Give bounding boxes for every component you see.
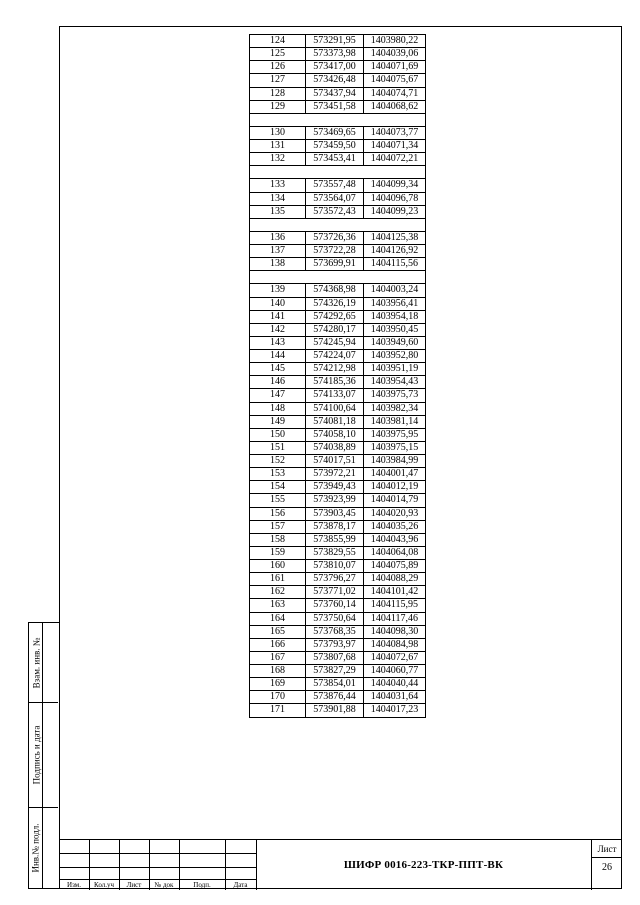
- table-row: [250, 74, 426, 87]
- table-row: [250, 61, 426, 74]
- table-row: [250, 638, 426, 651]
- table-row: [250, 520, 426, 533]
- table-row: [250, 441, 426, 454]
- table-row: [250, 546, 426, 559]
- x-coordinate-cell: 573903,45: [306, 507, 364, 520]
- point-number-cell: 166: [250, 638, 306, 651]
- point-number-cell: 153: [250, 468, 306, 481]
- x-coordinate-cell: 573726,36: [306, 231, 364, 244]
- point-number-cell: 133: [250, 179, 306, 192]
- x-coordinate-cell: 573459,50: [306, 140, 364, 153]
- document-code: ШИФР 0016-223-ТКР-ППТ-ВК: [343, 859, 504, 871]
- y-coordinate-cell: 1404075,89: [364, 560, 426, 573]
- point-number-cell: 131: [250, 140, 306, 153]
- y-coordinate-cell: 1404060,77: [364, 665, 426, 678]
- table-row: [250, 153, 426, 166]
- x-coordinate-cell: 573417,00: [306, 61, 364, 74]
- x-coordinate-cell: 573972,21: [306, 468, 364, 481]
- caption-izm: Изм.: [67, 881, 81, 889]
- table-row: [250, 678, 426, 691]
- table-row: [250, 691, 426, 704]
- table-row: [250, 363, 426, 376]
- y-coordinate-cell: 1404071,69: [364, 61, 426, 74]
- x-coordinate-cell: 573557,48: [306, 179, 364, 192]
- point-number-cell: 151: [250, 441, 306, 454]
- x-coordinate-cell: 573827,29: [306, 665, 364, 678]
- table-row: [250, 704, 426, 717]
- y-coordinate-cell: 1403975,15: [364, 441, 426, 454]
- point-number-cell: 149: [250, 415, 306, 428]
- table-row: [250, 284, 426, 297]
- point-number-cell: 163: [250, 599, 306, 612]
- point-number-cell: [250, 271, 306, 284]
- table-row: [250, 336, 426, 349]
- point-number-cell: 160: [250, 560, 306, 573]
- y-coordinate-cell: 1403975,73: [364, 389, 426, 402]
- table-row: [250, 35, 426, 48]
- table-row: [250, 48, 426, 61]
- x-coordinate-cell: 573793,97: [306, 638, 364, 651]
- point-number-cell: 155: [250, 494, 306, 507]
- x-coordinate-cell: 573453,41: [306, 153, 364, 166]
- y-coordinate-cell: 1404040,44: [364, 678, 426, 691]
- table-row: [250, 402, 426, 415]
- x-coordinate-cell: 574224,07: [306, 350, 364, 363]
- point-number-cell: [250, 218, 306, 231]
- point-number-cell: 138: [250, 258, 306, 271]
- point-number-cell: 168: [250, 665, 306, 678]
- point-number-cell: 134: [250, 192, 306, 205]
- point-number-cell: 130: [250, 126, 306, 139]
- table-row: [250, 140, 426, 153]
- revision-grid: [59, 840, 256, 890]
- y-coordinate-cell: 1404115,95: [364, 599, 426, 612]
- x-coordinate-cell: 573572,43: [306, 205, 364, 218]
- table-row: [250, 258, 426, 271]
- table-row: [250, 415, 426, 428]
- y-coordinate-cell: 1404020,93: [364, 507, 426, 520]
- table-row: [250, 455, 426, 468]
- point-number-cell: 146: [250, 376, 306, 389]
- y-coordinate-cell: 1404072,67: [364, 651, 426, 664]
- table-row: [250, 428, 426, 441]
- point-number-cell: 161: [250, 573, 306, 586]
- point-number-cell: 164: [250, 612, 306, 625]
- x-coordinate-cell: 573768,35: [306, 625, 364, 638]
- table-row: [250, 166, 426, 179]
- x-coordinate-cell: 573750,64: [306, 612, 364, 625]
- y-coordinate-cell: 1404012,19: [364, 481, 426, 494]
- y-coordinate-cell: 1404075,67: [364, 74, 426, 87]
- table-row: [250, 612, 426, 625]
- point-number-cell: 167: [250, 651, 306, 664]
- x-coordinate-cell: 574292,65: [306, 310, 364, 323]
- point-number-cell: 156: [250, 507, 306, 520]
- y-coordinate-cell: 1403980,22: [364, 35, 426, 48]
- point-number-cell: 165: [250, 625, 306, 638]
- y-coordinate-cell: 1403952,80: [364, 350, 426, 363]
- y-coordinate-cell: 1404126,92: [364, 245, 426, 258]
- table-row: [250, 192, 426, 205]
- x-coordinate-cell: 573807,68: [306, 651, 364, 664]
- y-coordinate-cell: 1403981,14: [364, 415, 426, 428]
- table-row: [250, 100, 426, 113]
- point-number-cell: 145: [250, 363, 306, 376]
- x-coordinate-cell: 573878,17: [306, 520, 364, 533]
- x-coordinate-cell: 574212,98: [306, 363, 364, 376]
- stamp-podpis-cell: [29, 703, 58, 808]
- x-coordinate-cell: 573876,44: [306, 691, 364, 704]
- point-number-cell: 171: [250, 704, 306, 717]
- y-coordinate-cell: 1404017,23: [364, 704, 426, 717]
- x-coordinate-cell: 573760,14: [306, 599, 364, 612]
- caption-podp: Подп.: [193, 881, 211, 889]
- point-number-cell: 137: [250, 245, 306, 258]
- table-row: [250, 560, 426, 573]
- point-number-cell: 126: [250, 61, 306, 74]
- x-coordinate-cell: 574017,51: [306, 455, 364, 468]
- x-coordinate-cell: 573810,07: [306, 560, 364, 573]
- x-coordinate-cell: [306, 218, 364, 231]
- x-coordinate-cell: 573451,58: [306, 100, 364, 113]
- point-number-cell: 169: [250, 678, 306, 691]
- table-row: [250, 205, 426, 218]
- y-coordinate-cell: [364, 113, 426, 126]
- table-row: [250, 625, 426, 638]
- table-row: [250, 494, 426, 507]
- x-coordinate-cell: 574245,94: [306, 336, 364, 349]
- sheet-box: [591, 840, 622, 890]
- table-row: [250, 297, 426, 310]
- table-row: [250, 231, 426, 244]
- title-block: [59, 839, 622, 889]
- point-number-cell: [250, 113, 306, 126]
- stamp-podpis-label: Подпись и дата: [31, 725, 41, 785]
- point-number-cell: 141: [250, 310, 306, 323]
- x-coordinate-cell: 573796,27: [306, 573, 364, 586]
- y-coordinate-cell: 1404073,77: [364, 126, 426, 139]
- y-coordinate-cell: 1404088,29: [364, 573, 426, 586]
- table-row: [250, 179, 426, 192]
- point-number-cell: 148: [250, 402, 306, 415]
- y-coordinate-cell: 1404125,38: [364, 231, 426, 244]
- x-coordinate-cell: 573437,94: [306, 87, 364, 100]
- point-number-cell: 152: [250, 455, 306, 468]
- x-coordinate-cell: 573923,99: [306, 494, 364, 507]
- table-row: [250, 271, 426, 284]
- y-coordinate-cell: 1404084,98: [364, 638, 426, 651]
- point-number-cell: 124: [250, 35, 306, 48]
- y-coordinate-cell: 1403984,99: [364, 455, 426, 468]
- y-coordinate-cell: 1404099,34: [364, 179, 426, 192]
- x-coordinate-cell: [306, 271, 364, 284]
- table-row: [250, 126, 426, 139]
- x-coordinate-cell: 573469,65: [306, 126, 364, 139]
- x-coordinate-cell: 573854,01: [306, 678, 364, 691]
- y-coordinate-cell: 1404043,96: [364, 533, 426, 546]
- y-coordinate-cell: 1404099,23: [364, 205, 426, 218]
- y-coordinate-cell: 1404117,46: [364, 612, 426, 625]
- point-number-cell: 129: [250, 100, 306, 113]
- table-row: [250, 323, 426, 336]
- x-coordinate-cell: 574081,18: [306, 415, 364, 428]
- x-coordinate-cell: 573901,88: [306, 704, 364, 717]
- table-row: [250, 350, 426, 363]
- point-number-cell: 127: [250, 74, 306, 87]
- table-row: [250, 389, 426, 402]
- stamp-vzam-cell: [29, 623, 58, 703]
- point-number-cell: 140: [250, 297, 306, 310]
- sheet-number: 26: [602, 862, 612, 873]
- x-coordinate-cell: [306, 166, 364, 179]
- x-coordinate-cell: 573373,98: [306, 48, 364, 61]
- caption-data: Дата: [233, 881, 248, 889]
- x-coordinate-cell: 574038,89: [306, 441, 364, 454]
- x-coordinate-cell: 574100,64: [306, 402, 364, 415]
- x-coordinate-cell: 574280,17: [306, 323, 364, 336]
- x-coordinate-cell: 574133,07: [306, 389, 364, 402]
- x-coordinate-cell: 574326,19: [306, 297, 364, 310]
- table-row: [250, 245, 426, 258]
- x-coordinate-cell: 574185,36: [306, 376, 364, 389]
- y-coordinate-cell: [364, 271, 426, 284]
- table-row: [250, 533, 426, 546]
- y-coordinate-cell: 1404039,06: [364, 48, 426, 61]
- y-coordinate-cell: 1403950,45: [364, 323, 426, 336]
- x-coordinate-cell: 573855,99: [306, 533, 364, 546]
- stamp-inv-cell: [29, 808, 58, 888]
- point-number-cell: 128: [250, 87, 306, 100]
- y-coordinate-cell: 1403951,19: [364, 363, 426, 376]
- table-row: [250, 481, 426, 494]
- x-coordinate-cell: 573949,43: [306, 481, 364, 494]
- point-number-cell: 136: [250, 231, 306, 244]
- x-coordinate-cell: 573829,55: [306, 546, 364, 559]
- y-coordinate-cell: 1404072,21: [364, 153, 426, 166]
- table-row: [250, 599, 426, 612]
- table-row: [250, 665, 426, 678]
- point-number-cell: 142: [250, 323, 306, 336]
- y-coordinate-cell: 1404031,64: [364, 691, 426, 704]
- point-number-cell: 162: [250, 586, 306, 599]
- x-coordinate-cell: 573564,07: [306, 192, 364, 205]
- table-row: [250, 218, 426, 231]
- table-row: [250, 87, 426, 100]
- table-row: [250, 468, 426, 481]
- point-number-cell: 143: [250, 336, 306, 349]
- point-number-cell: 159: [250, 546, 306, 559]
- point-number-cell: [250, 166, 306, 179]
- y-coordinate-cell: 1404115,56: [364, 258, 426, 271]
- x-coordinate-cell: 573699,91: [306, 258, 364, 271]
- point-number-cell: 132: [250, 153, 306, 166]
- x-coordinate-cell: 574368,98: [306, 284, 364, 297]
- table-row: [250, 113, 426, 126]
- table-row: [250, 376, 426, 389]
- stamp-inv-label: Инв.№ подл.: [31, 823, 41, 873]
- x-coordinate-cell: 574058,10: [306, 428, 364, 441]
- point-number-cell: 157: [250, 520, 306, 533]
- y-coordinate-cell: 1403982,34: [364, 402, 426, 415]
- coordinates-table: [249, 34, 426, 718]
- y-coordinate-cell: 1404003,24: [364, 284, 426, 297]
- caption-ndok: № док: [154, 881, 174, 889]
- point-number-cell: 150: [250, 428, 306, 441]
- y-coordinate-cell: 1403954,43: [364, 376, 426, 389]
- caption-kolvo: Кол.уч: [94, 881, 114, 889]
- point-number-cell: 139: [250, 284, 306, 297]
- table-row: [250, 573, 426, 586]
- side-stamp: [28, 622, 59, 889]
- caption-list: Лист: [126, 881, 142, 889]
- y-coordinate-cell: 1404096,78: [364, 192, 426, 205]
- table-row: [250, 310, 426, 323]
- y-coordinate-cell: 1403975,95: [364, 428, 426, 441]
- point-number-cell: 125: [250, 48, 306, 61]
- point-number-cell: 144: [250, 350, 306, 363]
- point-number-cell: 135: [250, 205, 306, 218]
- y-coordinate-cell: 1404068,62: [364, 100, 426, 113]
- y-coordinate-cell: 1404035,26: [364, 520, 426, 533]
- y-coordinate-cell: 1404074,71: [364, 87, 426, 100]
- x-coordinate-cell: 573426,48: [306, 74, 364, 87]
- y-coordinate-cell: 1403956,41: [364, 297, 426, 310]
- sheet-label: Лист: [592, 842, 622, 858]
- table-row: [250, 586, 426, 599]
- stamp-vzam-label: Взам. инв. №: [31, 637, 41, 688]
- y-coordinate-cell: 1404064,08: [364, 546, 426, 559]
- point-number-cell: 158: [250, 533, 306, 546]
- point-number-cell: 170: [250, 691, 306, 704]
- x-coordinate-cell: 573291,95: [306, 35, 364, 48]
- table-row: [250, 507, 426, 520]
- y-coordinate-cell: 1404098,30: [364, 625, 426, 638]
- y-coordinate-cell: 1404071,34: [364, 140, 426, 153]
- x-coordinate-cell: [306, 113, 364, 126]
- y-coordinate-cell: 1404101,42: [364, 586, 426, 599]
- y-coordinate-cell: [364, 218, 426, 231]
- y-coordinate-cell: 1403949,60: [364, 336, 426, 349]
- point-number-cell: 154: [250, 481, 306, 494]
- point-number-cell: 147: [250, 389, 306, 402]
- x-coordinate-cell: 573722,28: [306, 245, 364, 258]
- x-coordinate-cell: 573771,02: [306, 586, 364, 599]
- table-row: [250, 651, 426, 664]
- y-coordinate-cell: 1403954,18: [364, 310, 426, 323]
- y-coordinate-cell: [364, 166, 426, 179]
- y-coordinate-cell: 1404001,47: [364, 468, 426, 481]
- y-coordinate-cell: 1404014,79: [364, 494, 426, 507]
